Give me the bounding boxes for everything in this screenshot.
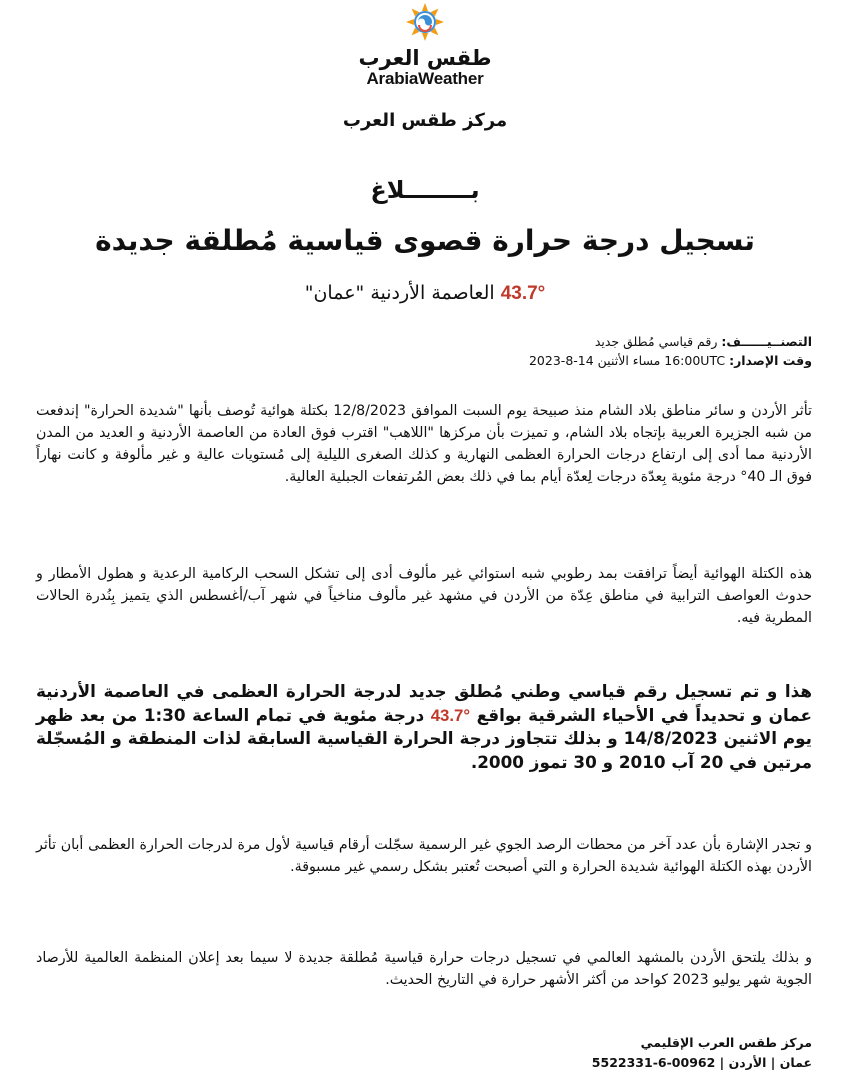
footer-contact: عمان | الأردن | 00962-6-5522331 bbox=[591, 1055, 812, 1070]
subheadline bbox=[0, 282, 850, 305]
arabiaweather-logo bbox=[0, 2, 850, 88]
record-temperature: 43.7° bbox=[500, 283, 546, 304]
record-text-before: هذا و تم تسجيل رقم قياسي وطني مُطلق جديد لدرجة الحرارة العظمى في العاصمة الأردنية عمان و تحديداً في الأحياء الشرقية بواقع bbox=[36, 681, 813, 725]
record-text-after: درجة مئوية في تمام الساعة 1:30 من بعد ظهر يوم الاثنين 14/8/2023 و بذلك تتجاوز درجة الحرارة القياسية السابقة لذات المنطقة و المُسجّلة مرتين في 20 آب 2010 و 30 تموز 2000. bbox=[36, 704, 812, 772]
subheadline-text: العاصمة الأردنية "عمان" bbox=[304, 282, 501, 304]
footer-org: مركز طقس العرب الإقليمي bbox=[640, 1035, 812, 1050]
issue-time-value: 16:00UTC مساء الأثنين 14-8-2023 bbox=[528, 353, 730, 368]
logo-english-name: ArabiaWeather bbox=[366, 69, 484, 88]
record-temperature-inline: 43.7° bbox=[430, 705, 471, 725]
notice-title: بــــــــلاغ bbox=[370, 176, 480, 204]
classification-line bbox=[529, 332, 812, 351]
paragraph-record bbox=[36, 680, 812, 774]
footer bbox=[592, 1033, 812, 1073]
classification-value: رقم قياسي مُطلق جديد bbox=[594, 334, 722, 349]
sun-swirl-logo-icon bbox=[405, 2, 445, 46]
paragraph-global: و بذلك يلتحق الأردن بالمشهد العالمي في تسجيل درجات حرارة قياسية مُطلقة جديدة لا سيما بعد إعلان المنظمة العالمية للأرصاد الجوية شهر يوليو 2023 كواحد من أكثر الأشهر حرارة في التاريخ الحديث. bbox=[36, 950, 812, 988]
headline: تسجيل درجة حرارة قصوى قياسية مُطلقة جديدة bbox=[95, 224, 755, 257]
report-meta bbox=[529, 332, 812, 370]
issue-time-line bbox=[529, 351, 812, 370]
paragraph-humidity: هذه الكتلة الهوائية أيضاً ترافقت بمد رطوبي شبه استوائي غير مألوف أدى إلى تشكل السحب الركامية الرعدية و هطول الأمطار و حدوث العواصف الترابية في مناطق عِدّة من الأردن في مشهد غير مألوف مناخياً في شهر آب/أغسطس الذي يتميز بِنُدرة الحالات المطرية فيه. bbox=[36, 566, 812, 626]
logo-arabic-name: طقس العرب bbox=[358, 46, 492, 70]
classification-label: التصنــيــــــف: bbox=[721, 334, 812, 349]
issue-time-label: وقت الإصدار: bbox=[729, 353, 812, 368]
center-name: مركز طقس العرب bbox=[342, 110, 508, 131]
paragraph-stations: و تجدر الإشارة بأن عدد آخر من محطات الرصد الجوي غير الرسمية سجّلت أرقام قياسية لأول مرة لدرجات الحرارة العظمى أبان تأثر الأردن بهذه الكتلة الهوائية شديدة الحرارة و التي أصبحت تُعتبر بشكل رسمي غير مسبوقة. bbox=[36, 837, 812, 875]
paragraph-heatwave: تأثر الأردن و سائر مناطق بلاد الشام منذ صبيحة يوم السبت الموافق 12/8/2023 بكتلة هوائية تُوصف بأنها "شديدة الحرارة" إندفعت من شبه الجزيرة العربية بإتجاه بلاد الشام، و تميزت بأن مركزها "اللاهب" اقترب فوق العادة من العاصمة الأردنية و العديد من المدن الأردنية مما أدى إلى ارتفاع درجات الحرارة العظمى النهارية و كذلك الصغرى الليلية إلى مُستويات عالية و غير مألوفة و كانت نهاراً فوق الـ 40° درجة مئوية بِعدّة درجات لِعدّة أيام بما في ذلك بعض المُرتفعات الجبلية العالية. bbox=[36, 403, 812, 485]
